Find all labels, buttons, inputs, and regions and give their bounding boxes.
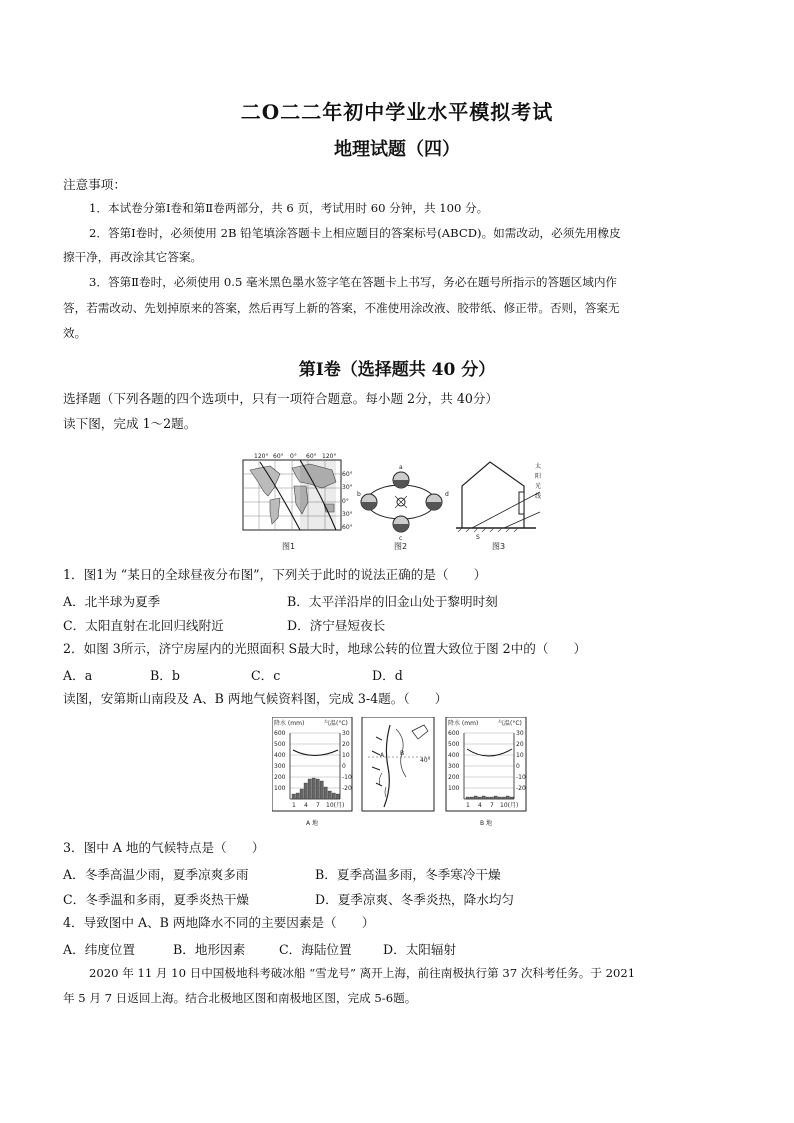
q2-stem: 2．如图 3所示，济宁房屋内的光照面积 S最大时，地球公转的位置大致位于图 2中的（ ） <box>63 641 587 656</box>
map-latitude: 40° <box>420 757 431 764</box>
svg-text:4: 4 <box>478 802 482 809</box>
house-diagram <box>456 462 541 551</box>
svg-text:600: 600 <box>274 730 286 737</box>
label-b-place: B 地 <box>480 820 493 827</box>
q4-options <box>63 939 456 958</box>
svg-text:400: 400 <box>274 752 286 759</box>
figure-2-group <box>272 717 528 831</box>
map-point-a: A <box>380 752 385 759</box>
caption-fig1: 图1 <box>282 542 296 551</box>
map-point-b: B <box>400 750 405 757</box>
climograph-a <box>272 717 352 827</box>
q4-option-a[interactable]: A．纬度位置 <box>63 942 136 957</box>
section-title: 第Ⅰ卷（选择题共 40 分） <box>298 360 496 380</box>
notes-heading: 注意事项： <box>63 177 126 192</box>
q2-option-b[interactable]: B．b <box>150 668 180 683</box>
svg-text:200: 200 <box>448 774 460 781</box>
q1-option-b[interactable]: B．太平洋沿岸的旧金山处于黎明时刻 <box>287 594 498 609</box>
map-tick-right-0: 60° <box>342 471 353 478</box>
q1-stem: 1．图1为 “某日的全球昼夜分布图”，下列关于此时的说法正确的是（ ） <box>63 567 487 582</box>
svg-text:30: 30 <box>516 730 524 737</box>
svg-text:20: 20 <box>516 741 524 748</box>
figure-1-group <box>240 452 552 554</box>
svg-text:400: 400 <box>448 752 460 759</box>
section-instructions: 选择题（下列各题的四个选项中，只有一项符合题意。每小题 2分，共 40分） <box>63 391 499 406</box>
caption-fig2: 图2 <box>394 542 408 551</box>
b-month-axis: 10(月) <box>500 802 519 809</box>
svg-text:0: 0 <box>516 763 520 770</box>
svg-text:0: 0 <box>342 763 346 770</box>
b-precip-axis: 降水 (mm) <box>448 720 479 727</box>
a-month-axis: 10(月) <box>326 802 345 809</box>
map-tick-right-2: 0° <box>342 498 349 505</box>
orbit-label-c: c <box>399 535 403 542</box>
q2-option-d[interactable]: D．d <box>372 668 403 683</box>
orbit-label-a: a <box>399 464 403 471</box>
map-tick-top-0: 120° <box>254 453 269 460</box>
map-tick-right-4: 60° <box>342 524 353 531</box>
b-temp-axis: 气温(°C) <box>498 720 522 727</box>
svg-text:100: 100 <box>448 785 460 792</box>
svg-text:-20: -20 <box>516 785 526 792</box>
svg-text:7: 7 <box>316 802 320 809</box>
map-tick-right-1: 30° <box>342 484 353 491</box>
svg-text:1: 1 <box>292 802 296 809</box>
note-3-line-1: 3．答第Ⅱ卷时，必须使用 0.5 毫米黑色墨水签字笔在答题卡上书写，务必在题号所指示的答题区域内作 <box>89 275 618 289</box>
q3-options-row1 <box>63 864 501 883</box>
sunlight-label-2: 阳 <box>535 473 542 480</box>
exam-title: 二O二二年初中学业水平模拟考试 <box>240 100 554 124</box>
passage-line-1: 2020 年 11 月 10 日中国极地科考破冰船 “雪龙号” 离开上海，前往南极执行第 37 次科考任务。于 2021 <box>89 966 636 980</box>
map-tick-top-2: 0° <box>290 453 297 460</box>
read-instruction-2: 读图，安第斯山南段及 A、B 两地气候资料图，完成 3-4题。（ ） <box>63 691 448 706</box>
note-2-line-1: 2．答第Ⅰ卷时，必须使用 2B 铅笔填涂答题卡上相应题目的答案标号(ABCD)。如需改动，必须先用橡皮 <box>89 226 621 240</box>
svg-text:30: 30 <box>342 730 350 737</box>
q3-stem: 3．图中 A 地的气候特点是（ ） <box>63 840 265 855</box>
map-tick-right-3: 30° <box>342 511 353 518</box>
svg-text:300: 300 <box>274 763 286 770</box>
svg-text:100: 100 <box>274 785 286 792</box>
note-3-line-2: 答，若需改动、先划掉原来的答案，然后再写上新的答案，不准使用涂改液、胶带纸、修正带。否则，答案无 <box>63 301 620 315</box>
a-precip-axis: 降水 (mm) <box>274 720 305 727</box>
sunlight-label-3: 光 <box>535 483 542 490</box>
note-1: 1．本试卷分第Ⅰ卷和第Ⅱ卷两部分，共 6 页，考试用时 60 分钟，共 100 分。 <box>89 201 489 215</box>
q1-options-row2 <box>63 615 385 634</box>
daynight-map <box>243 453 353 551</box>
sunlight-label-1: 太 <box>535 463 542 470</box>
q3-option-c[interactable]: C．冬季温和多雨，夏季炎热干燥 <box>63 892 249 907</box>
caption-fig3: 图3 <box>492 542 506 551</box>
svg-text:7: 7 <box>490 802 494 809</box>
map-tick-top-3: 60° <box>306 453 317 460</box>
orbit-diagram <box>357 464 449 551</box>
passage-line-2: 年 5 月 7 日返回上海。结合北极地区图和南极地区图，完成 5-6题。 <box>63 991 417 1005</box>
sunlight-label-4: 线 <box>535 493 542 500</box>
q4-stem: 4．导致图中 A、B 两地降水不同的主要因素是（ ） <box>63 915 375 930</box>
svg-text:10: 10 <box>342 752 350 759</box>
a-temp-axis: 气温(°C) <box>324 720 348 727</box>
house-area-label: S <box>476 534 480 541</box>
q4-option-b[interactable]: B．地形因素 <box>173 942 246 957</box>
andes-map <box>362 717 434 811</box>
note-2-line-2: 擦干净，再改涂其它答案。 <box>63 250 203 264</box>
q3-option-d[interactable]: D．夏季凉爽、冬季炎热，降水均匀 <box>315 892 515 907</box>
svg-text:-10: -10 <box>342 774 352 781</box>
svg-text:-10: -10 <box>516 774 526 781</box>
q1-option-c[interactable]: C．太阳直射在北回归线附近 <box>63 618 224 633</box>
q2-option-a[interactable]: A．a <box>63 668 93 683</box>
q3-option-a[interactable]: A．冬季高温少雨，夏季凉爽多雨 <box>63 867 249 882</box>
note-3-line-3: 效。 <box>63 326 87 340</box>
svg-text:20: 20 <box>342 741 350 748</box>
q1-option-a[interactable]: A．北半球为夏季 <box>63 594 161 609</box>
q1-option-d[interactable]: D．济宁昼短夜长 <box>287 618 386 633</box>
q4-option-d[interactable]: D．太阳辐射 <box>383 942 457 957</box>
map-tick-top-1: 60° <box>273 453 284 460</box>
orbit-label-d: d <box>445 491 449 498</box>
svg-text:300: 300 <box>448 763 460 770</box>
svg-text:600: 600 <box>448 730 460 737</box>
svg-text:10: 10 <box>516 752 524 759</box>
q3-option-b[interactable]: B．夏季高温多雨，冬季寒冷干燥 <box>315 867 501 882</box>
svg-text:1: 1 <box>466 802 470 809</box>
svg-text:200: 200 <box>274 774 286 781</box>
svg-text:4: 4 <box>304 802 308 809</box>
svg-text:500: 500 <box>448 741 460 748</box>
climograph-b <box>446 717 526 827</box>
q2-option-c[interactable]: C．c <box>251 668 281 683</box>
exam-subtitle: 地理试题（四） <box>334 139 460 160</box>
q2-options <box>63 665 403 684</box>
svg-text:-20: -20 <box>342 785 352 792</box>
svg-text:500: 500 <box>274 741 286 748</box>
read-instruction-1: 读下图，完成 1～2题。 <box>63 416 197 431</box>
label-a-place: A 地 <box>306 820 319 827</box>
q3-options-row2 <box>63 889 514 908</box>
q4-option-c[interactable]: C．海陆位置 <box>279 942 352 957</box>
map-tick-top-4: 120° <box>322 453 337 460</box>
orbit-label-b: b <box>357 491 361 498</box>
q1-options-row1 <box>63 591 498 610</box>
